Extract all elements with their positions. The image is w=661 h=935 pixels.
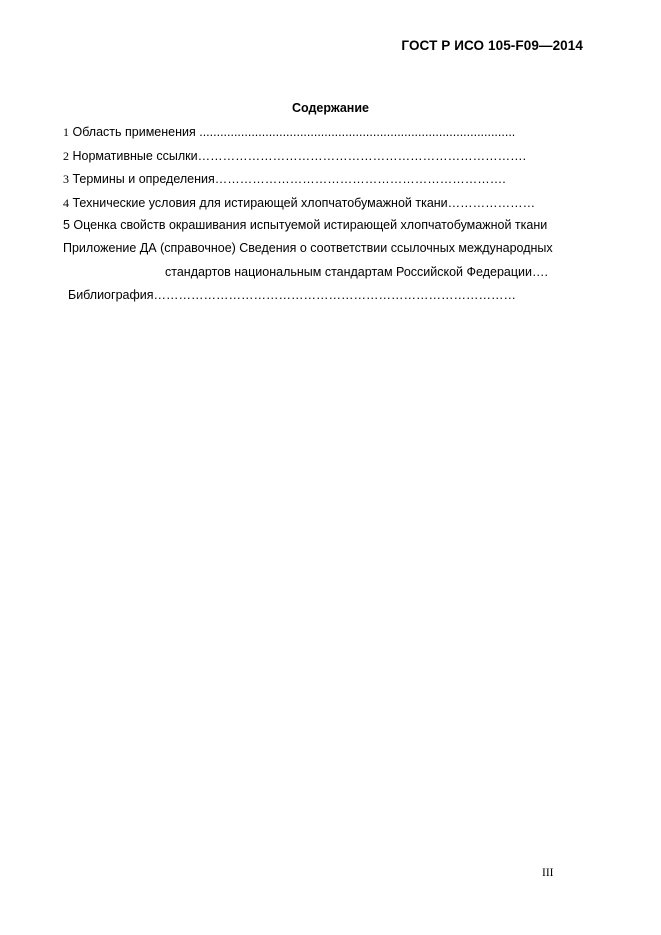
toc-entry-leader: ……………………………………………………………. [214,172,506,186]
toc-entry-text: Приложение ДА (справочное) Сведения о соответствии ссылочных международных [63,241,553,255]
toc-entry-scope[interactable] [63,124,515,140]
toc-entry-number: 3 [63,172,69,186]
toc-entry-text: Нормативные ссылки [69,149,198,163]
toc-entry-bibliography[interactable] [68,287,516,303]
toc-entry-leader: …. [531,265,548,279]
toc-entry-appendix-da[interactable] [63,240,553,256]
toc-entry-text: Область применения [69,125,200,139]
toc-entry-appendix-da-continued[interactable] [165,264,548,280]
toc-title: Содержание [291,101,369,115]
toc-entry-number: 1 [63,125,69,139]
toc-entry-text: стандартов национальным стандартам Российской Федерации [165,265,532,279]
toc-entry-leader: ……………………………………………………………………. [197,149,527,163]
toc-entry-text: 5 Оценка свойств окрашивания испытуемой истирающей хлопчатобумажной ткани [63,218,548,232]
page-number: III [542,867,554,879]
document-code: ГОСТ Р ИСО 105-F09—2014 [401,38,583,53]
toc-entry-text: Термины и определения [69,172,215,186]
toc-entry-number: 2 [63,149,69,163]
toc-entry-text: Библиография [68,288,154,302]
toc-entry-leader: …………………………………………………………………………… [153,288,517,302]
toc-entry-normative-references[interactable] [63,148,526,164]
toc-entry-terms-definitions[interactable] [63,171,506,187]
toc-entry-technical-conditions[interactable] [63,195,535,211]
toc-entry-evaluation[interactable] [63,217,547,233]
toc-entry-number: 4 [63,196,69,210]
toc-entry-leader: ........................................................................................... [199,125,516,139]
toc-entry-text: Технические условия для истирающей хлопчатобумажной ткани [69,196,448,210]
toc-entry-leader: ………………… [447,196,536,210]
